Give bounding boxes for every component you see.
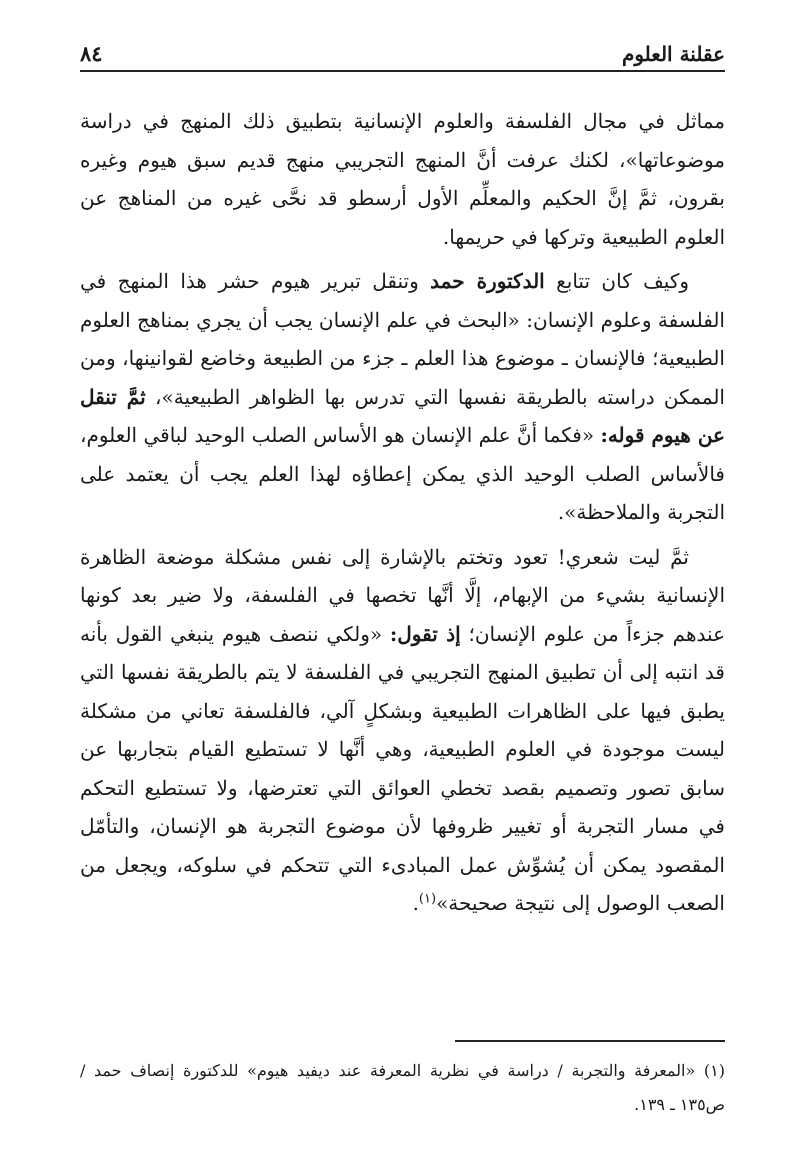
footnote bbox=[80, 1054, 725, 1122]
paragraph-3-end: . bbox=[412, 891, 419, 915]
footnote-reference[interactable]: (١) bbox=[418, 891, 437, 907]
paragraph-2-bold-phrase: ثمَّ تنقل عن هيوم قوله: bbox=[80, 384, 725, 447]
paragraph-1 bbox=[80, 102, 725, 256]
paragraph-2 bbox=[80, 262, 725, 532]
header-rule bbox=[80, 70, 725, 72]
footnote-rule bbox=[455, 1040, 725, 1042]
footnote-text: (١) «المعرفة والتجربة / دراسة في نظرية المعرفة عند ديفيد هيوم» للدكتورة إنصاف حمد / ص١٣٥ ـ ١٣٩. bbox=[80, 1061, 725, 1114]
paragraph-2-part-c: وتنقل تبرير هيوم حشر هذا المنهج في الفلسفة وعلوم الإنسان: «البحث في علم الإنسان يجب أن يجري بمناهج العلوم الطبيعية؛ فالإنسان ـ موضوع هذا العلم ـ جزء من الطبيعة وخاضع لقوانينها، ومن الممكن دراسته بالطريقة نفسها التي تدرس بها الظواهر الطبيعية»، bbox=[80, 269, 725, 409]
paragraph-1-text: مماثل في مجال الفلسفة والعلوم الإنسانية بتطبيق ذلك المنهج في دراسة موضوعاتها»، لكنك عرفت أنَّ المنهج التجريبي منهج قديم سبق هيوم وغيره بقرون، ثمَّ إنَّ الحكيم والمعلِّم الأول أرسطو قد نحَّى غيره من المناهج عن العلوم الطبيعية وتركها في حريمها. bbox=[80, 109, 725, 249]
paragraph-3-part-c: «ولكي ننصف هيوم ينبغي القول بأنه قد انتبه إلى أن تطبيق المنهج التجريبي في الفلسفة لا يتم بالطريقة نفسها التي يطبق فيها على الظاهرات الطبيعية وبشكلٍ آلي، فالفلسفة تعاني من مشكلة ليست موجودة في العلوم الطبيعية، وهي أنَّها لا تستطيع القيام بتجاربها عن سابق تصور وتصميم بقصد تخطي العوائق التي تعترضها، ولا تستطيع التحكم في مسار التجربة أو تغيير ظروفها لأن موضوع التجربة هو الإنسان، والتأمّل المقصود يمكن أن يُشوِّش عمل المبادىء التي تتحكم في سلوكه، ويجعل من الصعب الوصول إلى نتيجة صحيحة» bbox=[80, 621, 725, 915]
paragraph-3-part-a: ثمَّ ليت شعري! تعود وتختم بالإشارة إلى نفس مشكلة موضعة الظاهرة الإنسانية بشيء من الإبهام، إلَّا أنَّها تخصها في الفلسفة، ولا ضير بعد كونها عندهم جزءاً من علوم الإنسان؛ bbox=[80, 544, 726, 646]
page-number: ٨٤ bbox=[80, 41, 103, 66]
paragraph-2-part-e: «فكما أنَّ علم الإنسان هو الأساس الصلب الوحيد لباقي العلوم، فالأساس الصلب الوحيد الذي يمكن إعطاؤه لهذا العلم يجب أن يعتمد على التجربة والملاحظة». bbox=[80, 423, 725, 524]
running-head-title: عقلنة العلوم bbox=[621, 42, 725, 66]
running-head bbox=[80, 30, 725, 66]
paragraph-3 bbox=[80, 538, 725, 923]
paragraph-3-bold-phrase: إذ تقول: bbox=[389, 621, 461, 646]
paragraph-2-bold-name: الدكتورة حمد bbox=[430, 269, 545, 293]
body-text bbox=[80, 102, 725, 929]
paragraph-2-part-a: وكيف كان تتابع bbox=[544, 269, 690, 293]
book-page bbox=[80, 0, 725, 1165]
